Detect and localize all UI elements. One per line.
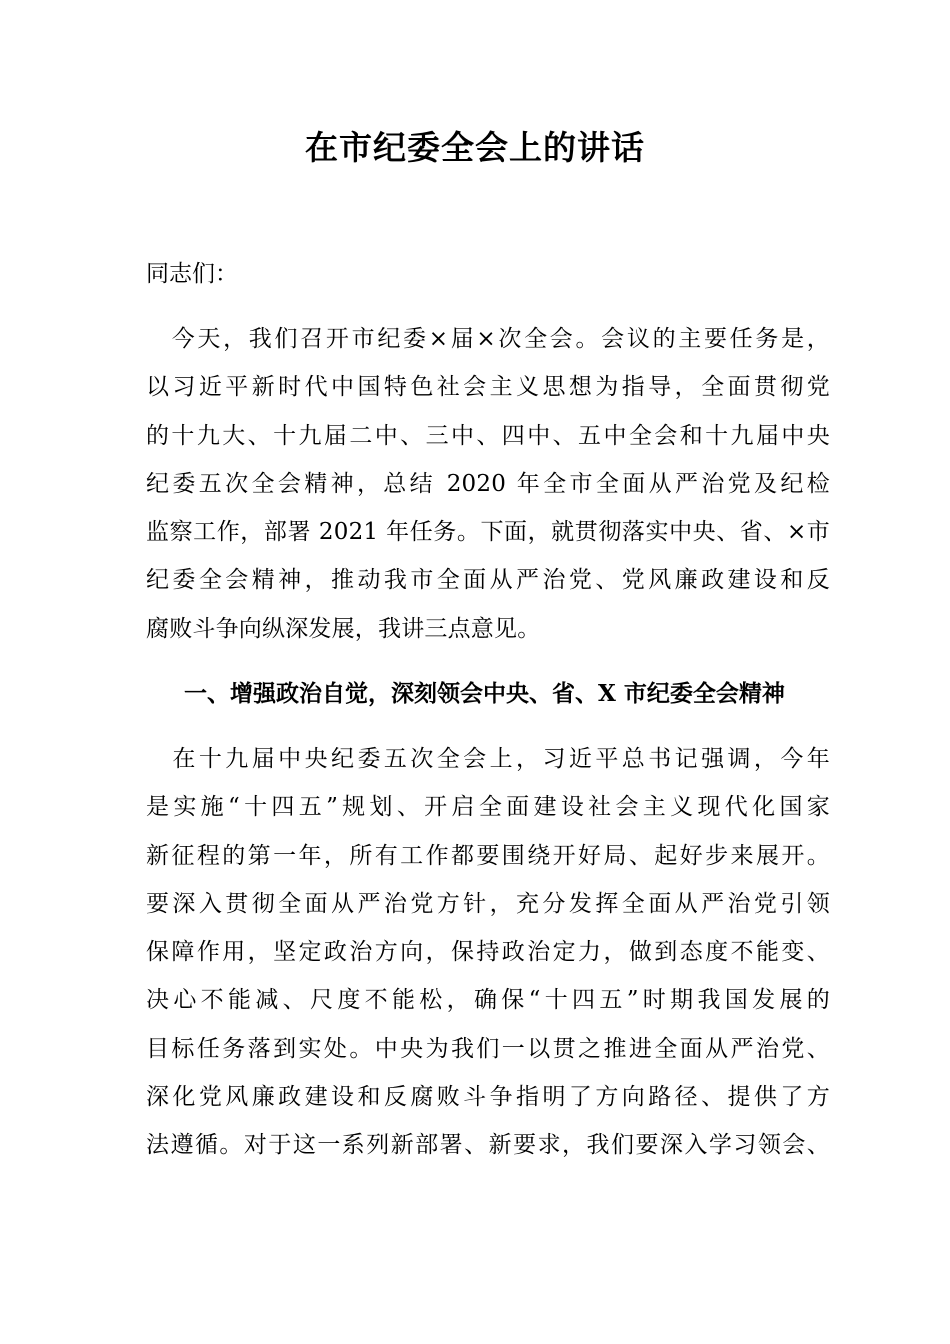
paragraph-line: 监察工作，部署 2021 年任务。下面，就贯彻落实中央、省、×市 (146, 519, 830, 546)
paragraph-line: 深化党风廉政建设和反腐败斗争指明了方向路径、提供了方 (146, 1084, 830, 1111)
paragraph-line: 目标任务落到实处。中央为我们一以贯之推进全面从严治党、 (146, 1035, 830, 1062)
document-title: 在市纪委全会上的讲话 (305, 128, 645, 167)
paragraph-section1 (146, 735, 830, 1170)
paragraph-line: 的十九大、十九届二中、三中、四中、五中全会和十九届中央 (146, 422, 830, 449)
paragraph-line: 新征程的第一年，所有工作都要围绕开好局、起好步来展开。 (146, 842, 830, 869)
paragraph-line: 在十九届中央纪委五次全会上，习近平总书记强调，今年 (146, 746, 830, 772)
section-heading: 一、增强政治自觉，深刻领会中央、省、X 市纪委全会精神 (184, 680, 785, 707)
salutation: 同志们： (146, 261, 238, 287)
paragraph-line: 纪委五次全会精神，总结 2020 年全市全面从严治党及纪检 (146, 470, 830, 497)
paragraph-line: 决心不能减、尺度不能松，确保“十四五”时期我国发展的 (146, 987, 830, 1014)
paragraph-line: 腐败斗争向纵深发展，我讲三点意见。 (146, 615, 541, 642)
paragraph-line: 保障作用，坚定政治方向，保持政治定力，做到态度不能变、 (146, 939, 830, 966)
paragraph-line: 纪委全会精神，推动我市全面从严治党、党风廉政建设和反 (146, 567, 830, 594)
paragraph-line: 法遵循。对于这一系列新部署、新要求，我们要深入学习领会、 (146, 1132, 830, 1159)
paragraph-line: 要深入贯彻全面从严治党方针，充分发挥全面从严治党引领 (146, 890, 830, 917)
paragraph-intro (146, 315, 830, 653)
paragraph-line: 以习近平新时代中国特色社会主义思想为指导，全面贯彻党 (146, 374, 830, 401)
paragraph-line: 是实施“十四五”规划、开启全面建设社会主义现代化国家 (146, 794, 830, 821)
paragraph-line: 今天，我们召开市纪委×届×次全会。会议的主要任务是， (146, 326, 830, 352)
